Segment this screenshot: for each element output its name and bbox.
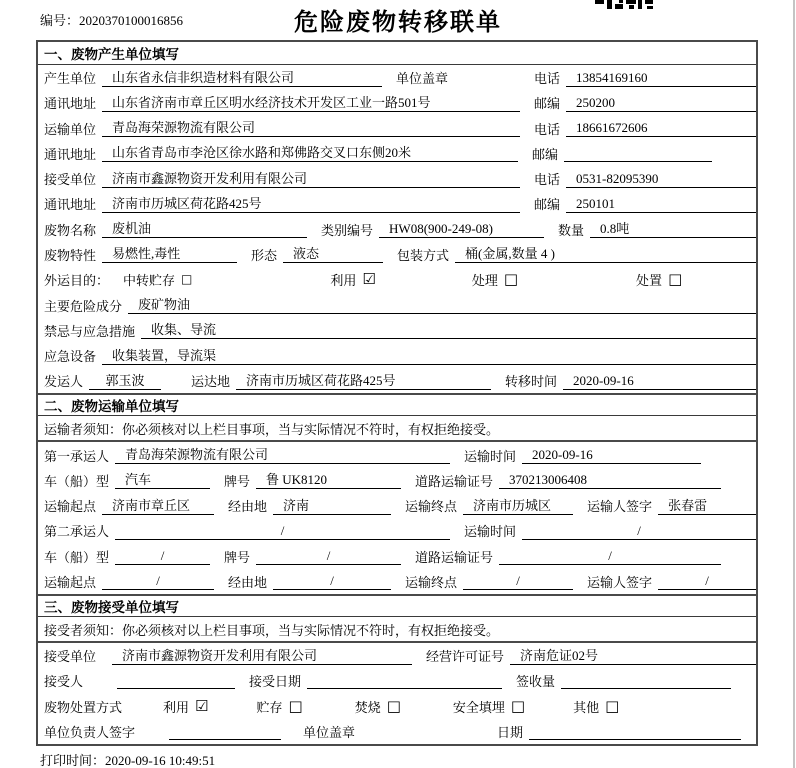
producer-phone-label: 电话: [533, 71, 560, 87]
row-route1: [38, 493, 756, 518]
waste-traits-label: 废物特性: [44, 247, 97, 263]
section3-title: 三、废物接受单位填写: [38, 594, 756, 617]
disposal-method-label: 废物处置方式: [44, 699, 123, 715]
transporter-notice-label: 运输者须知：: [44, 421, 123, 437]
checkbox-dispose-icon: □: [668, 270, 683, 289]
route1-start-label: 运输起点: [44, 499, 97, 515]
acceptor-value: [117, 672, 235, 689]
row-transfer-purpose: [38, 267, 756, 292]
row-acceptor: [38, 668, 756, 693]
receipt-qty-label: 签收量: [516, 674, 556, 690]
purpose-option-use: [330, 270, 375, 289]
page-right-edge: [793, 0, 795, 768]
waste-category-label: 类别编号: [321, 222, 374, 238]
route2-via-label: 经由地: [228, 574, 268, 590]
receiver-phone-value: 0531-82095390: [566, 170, 756, 188]
responsible-sign-label: 单位负责人签字: [44, 724, 136, 740]
transfer-purpose-label: 外运目的：: [44, 273, 110, 289]
disposal-landfill-label: 安全填埋: [452, 699, 505, 715]
checkbox-storage-icon: □: [181, 272, 193, 287]
waste-form-label: 形态: [251, 247, 278, 263]
permit-label: 经营许可证号: [426, 649, 505, 665]
row-disposal-method: [38, 694, 756, 719]
row-vehicle2: [38, 544, 756, 569]
route2-start-value: /: [102, 572, 214, 590]
vehicle2-type-value: /: [115, 547, 210, 565]
purpose-option-treat: [472, 270, 518, 289]
producer-value: 山东省永信非织造材料有限公司: [102, 69, 382, 87]
route1-via-label: 经由地: [228, 499, 268, 515]
vehicle1-type-value: 汽车: [115, 471, 210, 489]
producer-zip-label: 邮编: [533, 96, 560, 112]
checkbox-disposal-use-icon: ☑: [195, 696, 209, 715]
vehicle1-type-label: 车（船）型: [44, 473, 110, 489]
receiver-value: 济南市鑫源物资开发利用有限公司: [102, 170, 520, 188]
row-dispatch: [38, 368, 756, 393]
vehicle2-plate-label: 牌号: [224, 549, 251, 565]
destination-value: 济南市历城区荷花路425号: [236, 372, 491, 390]
disposal-option-store: [256, 697, 302, 716]
accept-date-label: 接受日期: [249, 674, 302, 690]
acceptor-label: 接受人: [44, 674, 84, 690]
row-carrier2: [38, 518, 756, 543]
waste-name-value: 废机油: [102, 220, 307, 238]
route2-sign-label: 运输人签字: [587, 574, 653, 590]
carrier2-value: /: [115, 522, 450, 540]
waste-quantity-label: 数量: [558, 222, 585, 238]
checkbox-disposal-landfill-icon: □: [510, 696, 526, 715]
transporter-zip-value: [564, 145, 712, 162]
purpose-option-dispose: [636, 270, 682, 289]
receiver-zip-value: 250101: [566, 195, 756, 213]
producer-seal-label: 单位盖章: [396, 71, 449, 87]
emergency-equipment-value: 收集装置，导流渠: [102, 347, 756, 365]
accept-date-value: [307, 672, 502, 689]
responsible-sign-value: [169, 723, 281, 740]
vehicle1-plate-value: 鲁 UK8120: [256, 471, 401, 489]
page-title: 危险废物转移联单: [294, 10, 502, 36]
packing-value: 桶(金属,数量 4 ): [455, 245, 756, 263]
accept-unit-value: 济南市鑫源物资开发利用有限公司: [112, 647, 412, 665]
print-time-value: 2020-09-16 10:49:51: [105, 753, 216, 768]
dispatcher-value: 郭玉波: [89, 372, 161, 390]
row-route2: [38, 569, 756, 594]
receiver-notice: [38, 617, 756, 643]
disposal-incinerate-label: 焚烧: [354, 699, 381, 715]
disposal-option-landfill: [453, 697, 525, 716]
route1-start-value: 济南市章丘区: [102, 497, 214, 515]
hazard-components-value: 废矿物油: [128, 296, 756, 314]
waste-category-value: HW08(900-249-08): [379, 220, 544, 238]
purpose-use-label: 利用: [330, 273, 357, 289]
producer-phone-value: 13854169160: [566, 69, 756, 87]
section1-title: 一、废物产生单位填写: [38, 42, 756, 65]
route2-via-value: /: [273, 572, 391, 590]
sign-date-value: [529, 723, 741, 740]
checkbox-use-icon: ☑: [362, 270, 376, 289]
emergency-equipment-label: 应急设备: [44, 349, 97, 365]
transporter-value: 青岛海荣源物流有限公司: [102, 119, 520, 137]
dispatcher-label: 发运人: [44, 374, 84, 390]
row-emergency-measures: [38, 318, 756, 343]
vehicle2-plate-value: /: [256, 547, 401, 565]
row-receiver: [38, 166, 756, 191]
row-producer-address: [38, 90, 756, 115]
carrier1-value: 青岛海荣源物流有限公司: [115, 446, 450, 464]
route2-end-value: /: [463, 572, 573, 590]
route1-sign-label: 运输人签字: [587, 499, 653, 515]
vehicle2-type-label: 车（船）型: [44, 549, 110, 565]
receiver-phone-label: 电话: [533, 172, 560, 188]
row-receiver-address: [38, 191, 756, 216]
qr-code-icon: [595, 0, 653, 9]
purpose-dispose-label: 处置: [636, 273, 663, 289]
purpose-option-storage: [123, 270, 192, 289]
checkbox-disposal-other-icon: □: [605, 696, 620, 715]
accept-unit-label: 接受单位: [44, 649, 97, 665]
producer-address-value: 山东省济南市章丘区明水经济技术开发区工业一路501号: [102, 94, 520, 112]
receiver-label: 接受单位: [44, 172, 97, 188]
row-accept-unit: [38, 643, 756, 668]
route1-sign-value: 张春雷: [658, 497, 756, 515]
producer-address-label: 通讯地址: [44, 96, 97, 112]
sign-date-label: 日期: [496, 724, 523, 740]
carrier1-time-label: 运输时间: [464, 448, 517, 464]
transporter-address-label: 通讯地址: [44, 146, 97, 162]
transporter-phone-label: 电话: [533, 121, 560, 137]
disposal-option-incinerate: [355, 697, 401, 716]
transfer-time-label: 转移时间: [505, 374, 558, 390]
hazard-components-label: 主要危险成分: [44, 298, 123, 314]
carrier1-time-value: 2020-09-16: [522, 446, 701, 464]
row-responsible-sign: [38, 719, 756, 744]
route1-end-label: 运输终点: [405, 499, 458, 515]
row-waste-name: [38, 217, 756, 242]
carrier2-time-label: 运输时间: [464, 524, 517, 540]
route2-start-label: 运输起点: [44, 574, 97, 590]
checkbox-treat-icon: □: [503, 270, 519, 289]
document-header: [0, 0, 796, 38]
transporter-notice-text: 你必须核对以上栏目事项，当与实际情况不符时，有权拒绝接受。: [122, 421, 500, 437]
route2-sign-value: /: [658, 572, 756, 590]
transporter-address-value: 山东省青岛市李沧区徐水路和郑佛路交叉口东侧20米: [102, 144, 518, 162]
row-producer: [38, 65, 756, 90]
row-waste-traits: [38, 242, 756, 267]
purpose-treat-label: 处理: [471, 273, 498, 289]
vehicle1-plate-label: 牌号: [224, 473, 251, 489]
disposal-use-label: 利用: [163, 699, 190, 715]
print-time-label: 打印时间：: [40, 753, 106, 768]
producer-label: 产生单位: [44, 71, 97, 87]
disposal-option-other: [573, 697, 619, 716]
transfer-time-value: 2020-09-16: [563, 372, 756, 390]
waste-quantity-value: 0.8吨: [590, 220, 756, 238]
emergency-measures-value: 收集、导流: [141, 321, 756, 339]
document-number-label: 编号：: [40, 13, 80, 28]
receiver-zip-label: 邮编: [533, 197, 560, 213]
carrier1-label: 第一承运人: [44, 448, 110, 464]
route1-end-value: 济南市历城区: [463, 497, 573, 515]
packing-label: 包装方式: [397, 247, 450, 263]
route2-end-label: 运输终点: [405, 574, 458, 590]
receiver-notice-label: 接受者须知：: [44, 622, 123, 638]
section2-title: 二、废物运输单位填写: [38, 393, 756, 416]
vehicle2-license-value: /: [499, 547, 721, 565]
checkbox-disposal-incinerate-icon: □: [386, 696, 401, 715]
transporter-notice: [38, 416, 756, 442]
permit-value: 济南危证02号: [510, 647, 756, 665]
row-carrier1: [38, 442, 756, 467]
checkbox-disposal-store-icon: □: [288, 696, 303, 715]
producer-zip-value: 250200: [566, 94, 756, 112]
vehicle1-license-value: 370213006408: [499, 471, 721, 489]
vehicle1-license-label: 道路运输证号: [415, 473, 494, 489]
transporter-zip-label: 邮编: [531, 146, 558, 162]
carrier2-time-value: /: [522, 522, 756, 540]
waste-form-value: 液态: [283, 245, 383, 263]
receiver-notice-text: 你必须核对以上栏目事项，当与实际情况不符时，有权拒绝接受。: [122, 622, 500, 638]
transporter-label: 运输单位: [44, 121, 97, 137]
receiver-address-label: 通讯地址: [44, 197, 97, 213]
disposal-option-use: [163, 697, 208, 716]
row-transporter: [38, 116, 756, 141]
row-vehicle1: [38, 468, 756, 493]
row-hazard-components: [38, 292, 756, 317]
manifest-form-table: [36, 40, 758, 746]
waste-traits-value: 易燃性,毒性: [102, 245, 237, 263]
unit-seal-label: 单位盖章: [303, 724, 356, 740]
disposal-store-label: 贮存: [256, 699, 283, 715]
purpose-storage-label: 中转贮存: [123, 273, 176, 289]
document-number-value: 2020370100016856: [79, 13, 184, 28]
destination-label: 运达地: [191, 374, 231, 390]
carrier2-label: 第二承运人: [44, 524, 110, 540]
disposal-other-label: 其他: [573, 699, 600, 715]
transporter-phone-value: 18661672606: [566, 119, 756, 137]
print-time: [40, 750, 215, 768]
row-emergency-equipment: [38, 343, 756, 368]
waste-name-label: 废物名称: [44, 222, 97, 238]
row-transporter-address: [38, 141, 756, 166]
receipt-qty-value: [561, 672, 731, 689]
emergency-measures-label: 禁忌与应急措施: [44, 323, 136, 339]
receiver-address-value: 济南市历城区荷花路425号: [102, 195, 520, 213]
vehicle2-license-label: 道路运输证号: [415, 549, 494, 565]
route1-via-value: 济南: [273, 497, 391, 515]
